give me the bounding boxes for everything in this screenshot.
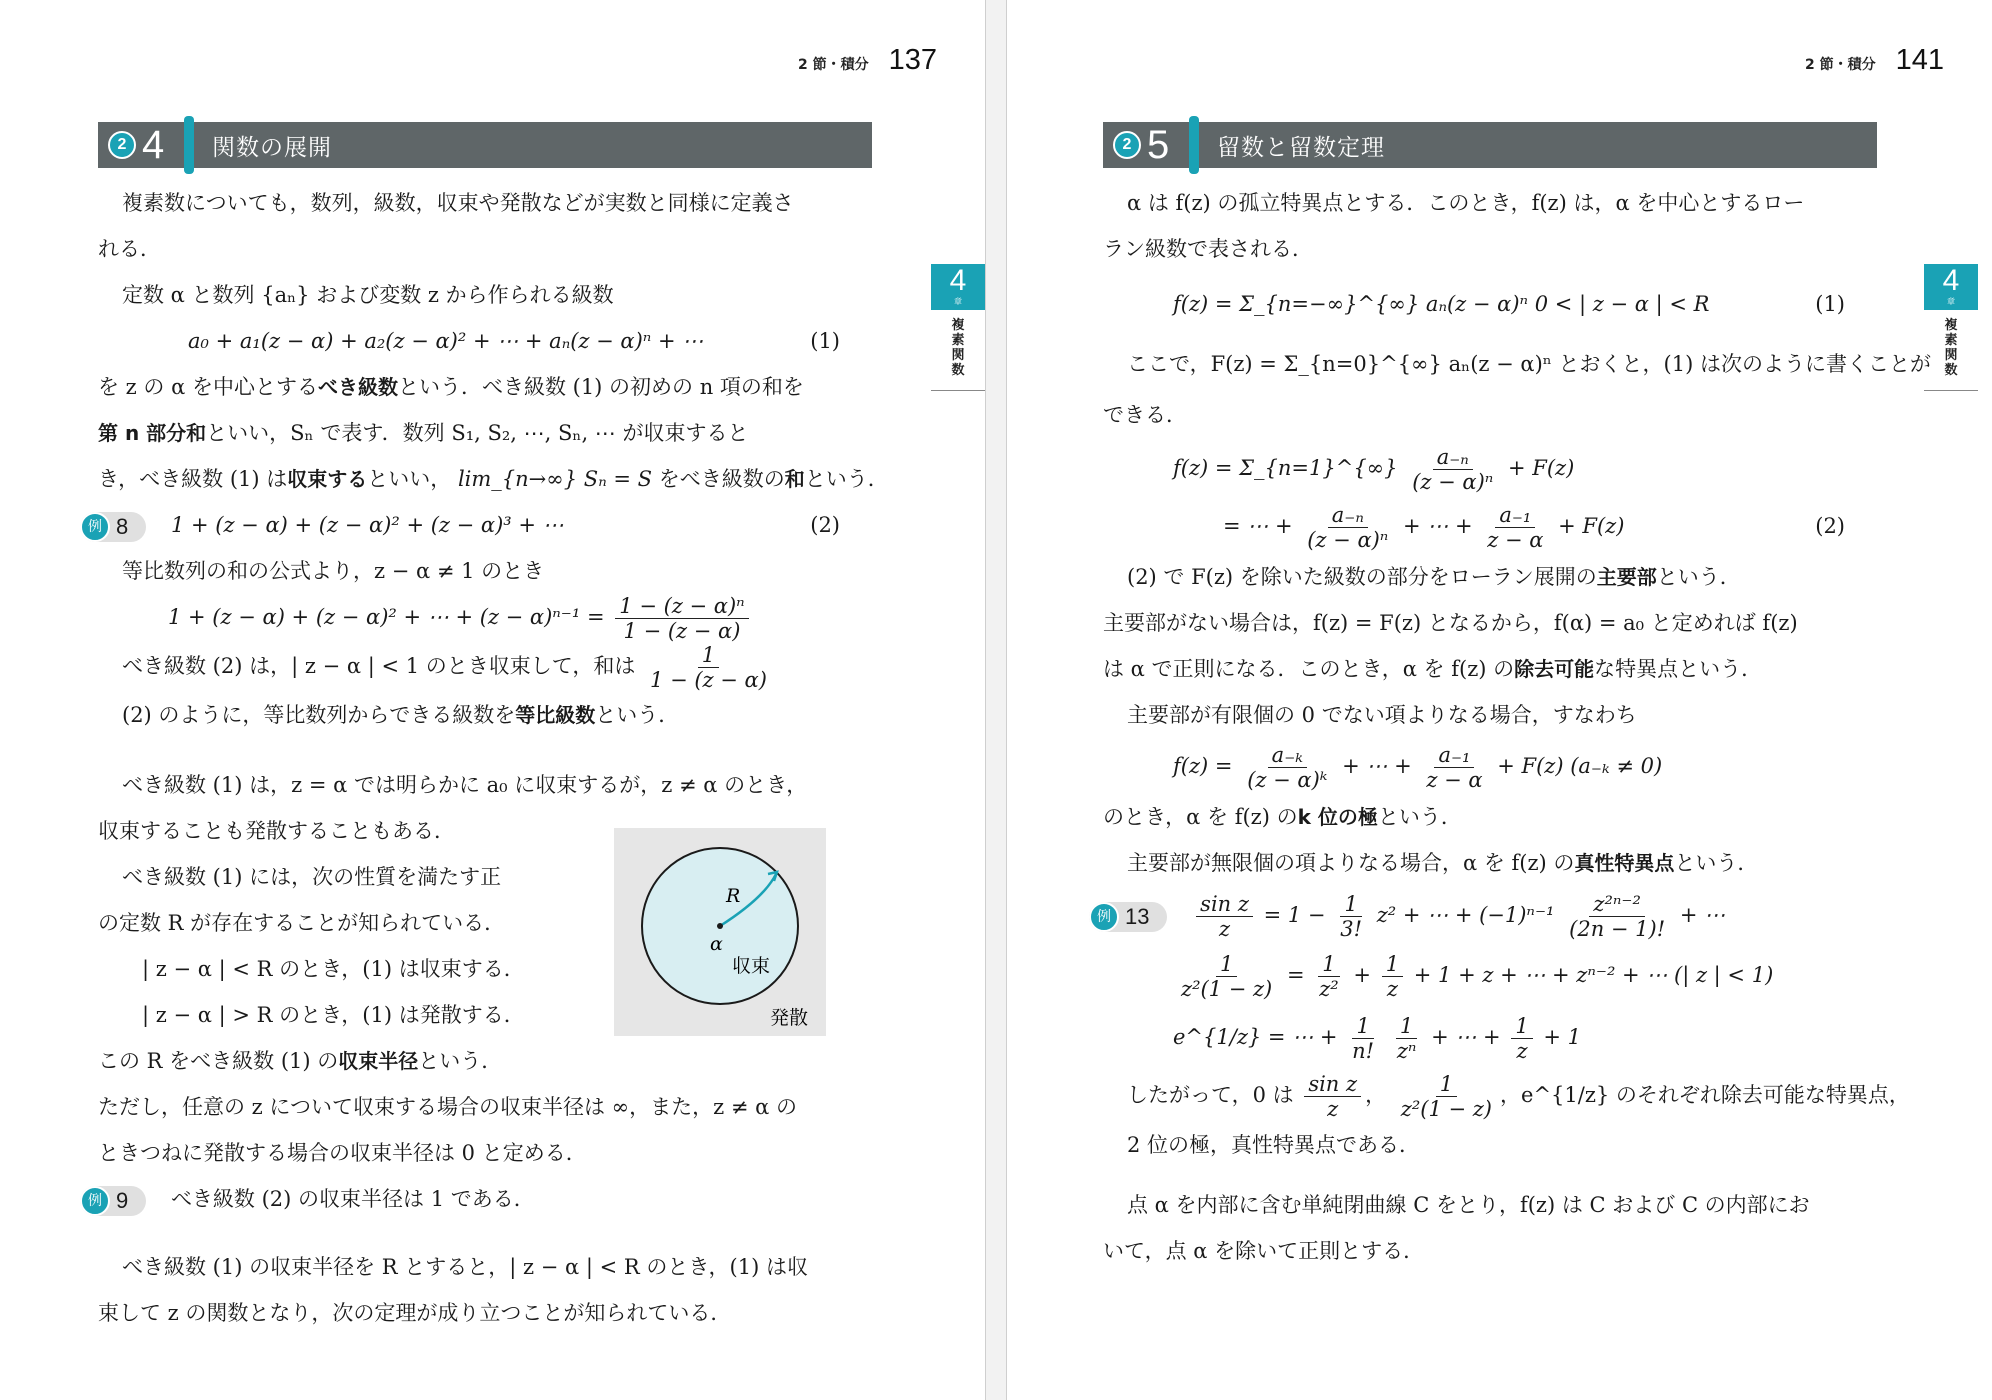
example-label: 例 [80,512,110,542]
text-span: という． [1377,805,1462,829]
bold-term: 第 n 部分和 [98,421,207,445]
text-line: の定数 R が存在することが知られている． [98,911,506,935]
convergence-figure [614,828,826,1036]
fraction-denominator: (z − α)ᵏ [1247,768,1328,792]
text-line: 主要部がない場合は，f(z) = F(z) となるから，f(α) = a₀ と定めれば f(z) [1103,611,1798,635]
text-span: という． [418,1049,503,1073]
text-span: べき級数 (2) は，| z − α | < 1 のとき収束して，和は [122,654,636,678]
text-line: 点 α を内部に含む単純閉曲線 C をとり，f(z) は C および C の内部にお [1127,1193,1810,1217]
equation [1103,1006,1875,1068]
fraction [646,643,771,692]
fraction-denominator: 1 − (z − α) [623,619,741,643]
chapter-small-label: 章 [954,297,962,306]
equation-mid: = 1 − [1263,903,1326,927]
left-page [0,0,986,1400]
text-line [1103,646,1875,692]
text-span: のとき，α を f(z) の [1103,805,1298,829]
text-span: (2) で F(z) を除いた級数の部分をローラン展開の [1127,565,1597,589]
text-line: 2 位の極，真性特異点である． [1127,1133,1421,1157]
fraction-numerator: 1 [1318,952,1339,977]
fraction [1397,1072,1496,1121]
equation-number: (2) [810,513,840,537]
chapter-number: 4 [1942,264,1960,297]
text-line [98,456,889,502]
equation [1103,944,1875,1006]
spacer [1103,1168,1875,1182]
text-line: 等比数列の和の公式より，z − α ≠ 1 のとき [122,559,545,583]
limit-expression: lim_{n→∞} Sₙ = S [457,467,653,491]
example-9 [80,1176,870,1222]
fraction [1303,503,1392,552]
example-number: 8 [116,513,129,539]
fraction-denominator: 3! [1340,917,1363,941]
fraction-numerator: z²ⁿ⁻² [1589,892,1645,917]
text-line [1103,1068,1910,1122]
fraction-numerator: a₋ₖ [1268,743,1307,768]
fraction [1483,503,1547,552]
text-line [98,692,870,738]
bold-term: 等比級数 [515,703,596,727]
text-span: は α で正則になる．このとき，α を f(z) の [1103,657,1515,681]
chapter-tab-divider [1924,390,1978,391]
equation-mid: + ⋯ + [1403,514,1473,538]
fraction [1393,1014,1421,1063]
fraction [1408,445,1497,494]
running-head-section: 2 節・積分 [797,57,869,73]
text-span: という． [1674,851,1759,875]
equation-number: (1) [1815,292,1845,316]
fraction [1243,743,1331,792]
text-line: べき級数 (1) には，次の性質を満たす正 [122,865,502,889]
text-line: | z − α | > R のとき，(1) は発散する． [142,1003,525,1027]
text-line [98,364,870,410]
equation-tail: + 1 [1543,1025,1582,1049]
page-body [1097,180,1931,1274]
example-8 [80,502,870,548]
radius-label: R [726,885,741,907]
fraction [1177,952,1276,1001]
fraction-denominator: z [1386,977,1398,1001]
fraction-denominator: z − α [1426,768,1483,792]
fraction [1511,1014,1532,1063]
text-span: したがって，0 は [1127,1083,1294,1107]
text-span: といい，Sₙ で表す．数列 S₁, S₂, ⋯, Sₙ, ⋯ が収束すると [206,421,749,445]
center-label: α [710,933,723,955]
text-line [98,410,870,456]
convergence-disc-diagram [614,828,826,1036]
fraction-numerator: sin z [1196,892,1253,917]
text-line: ときつねに発散する場合の収束半径は 0 と定める． [98,1141,587,1165]
equation-right: + F(z) (a₋ₖ ≠ 0) [1497,754,1663,778]
bold-term: べき級数 [317,375,398,399]
text-line [98,1038,870,1084]
equation-mid: + [1353,963,1372,987]
spacer [98,1222,870,1244]
fraction-numerator: 1 [698,643,719,668]
equation-left: e^{1/z} = ⋯ + [1173,1025,1338,1049]
equation [1103,438,1875,498]
chapter-tab [1924,264,1978,378]
equation-left: = ⋯ + [1223,514,1293,538]
text-span: という． [1656,565,1741,589]
equation [1103,738,1875,794]
example-text: べき級数 (2) の収束半径は 1 である． [170,1187,535,1211]
text-line: ラン級数で表される． [1103,237,1313,261]
section-number: 4 [142,122,165,167]
example-label: 例 [80,1186,110,1216]
equation-mid: + ⋯ + [1342,754,1412,778]
fraction-numerator: 1 [1511,1014,1532,1039]
text-line: 束して z の関数となり，次の定理が成り立つことが知られている． [98,1301,732,1325]
example-number: 13 [1125,903,1150,929]
fraction-numerator: 1 [1436,1072,1457,1097]
fraction-numerator: 1 [1396,1014,1417,1039]
bold-term: 和 [784,467,805,491]
chapter-tab-text: 複素関数 [951,318,965,378]
equation [98,318,870,364]
equation-mid: z² + ⋯ + (−1)ⁿ⁻¹ [1376,903,1555,927]
equation-tail: + ⋯ [1679,903,1726,927]
equation [1103,498,1875,554]
fraction [1565,892,1669,941]
bold-term: 収束半径 [338,1049,419,1073]
example-badge [80,512,146,542]
example-number: 9 [116,1187,129,1213]
text-span: この R をべき級数 (1) の [98,1049,339,1073]
running-head-section: 2 節・積分 [1804,57,1876,73]
fraction-denominator: (z − α)ⁿ [1307,528,1389,552]
text-line: できる． [1103,403,1187,427]
fraction-numerator: 1 [1382,952,1403,977]
example-13 [1089,886,1875,944]
chapter-tab-box [931,264,985,310]
fraction [1422,743,1486,792]
equation-left: f(z) = Σ_{n=1}^{∞} [1173,456,1398,480]
text-span: という．べき級数 (1) の初めの n 項の和を [397,375,804,399]
section-header [98,122,872,168]
running-head [798,44,937,77]
equation-body: 1 + (z − α) + (z − α)² + (z − α)³ + ⋯ [170,513,564,537]
fraction-denominator: z²(1 − z) [1181,977,1273,1001]
fraction-denominator: z²(1 − z) [1400,1097,1493,1121]
section-header [1103,122,1877,168]
fraction [1196,892,1253,941]
chapter-tab-divider [931,390,985,391]
page-number: 141 [1895,44,1944,76]
bold-term: k 位の極 [1297,805,1378,829]
fraction-denominator: z [1516,1039,1528,1063]
section-accent-bar [1189,116,1199,174]
diverge-label: 発散 [770,1007,809,1029]
text-span: (2) のように，等比数列からできる級数を [122,703,516,727]
equation-right: + F(z) [1508,456,1575,480]
fraction [1348,1014,1378,1063]
bold-term: 収束する [287,467,368,491]
page-body [88,180,889,1336]
text-line: 収束することも発散することもある． [98,819,455,843]
text-line: れる． [98,237,161,261]
text-span: 主要部が無限個の項よりなる場合，α を f(z) の [1127,851,1575,875]
text-span: といい， [367,467,452,491]
fraction-denominator: 1 − (z − α) [650,668,767,692]
fraction-denominator: z − α [1487,528,1544,552]
fraction-denominator: (2n − 1)! [1569,917,1666,941]
bold-term: 除去可能 [1514,657,1595,681]
fraction [1304,1072,1361,1121]
text-line: ここで，F(z) = Σ_{n=0}^{∞} aₙ(z − α)ⁿ とおくと，(1) は次のように書くことが [1127,352,1931,376]
section-circle-badge: 2 [1113,131,1141,159]
fraction [615,594,748,643]
text-line: α は f(z) の孤立特異点とする．このとき，f(z) は，α を中心とするロー [1127,191,1805,215]
section-title: 留数と留数定理 [1217,134,1385,161]
example-badge [80,1186,146,1216]
fraction-denominator: z² [1319,977,1339,1001]
equation-mid: + ⋯ + [1431,1025,1501,1049]
text-span: ， [1365,1083,1387,1107]
equation-number: (2) [1815,514,1845,538]
right-page [1006,0,1992,1400]
chapter-tab [931,264,985,378]
text-span: という． [804,467,889,491]
section-title: 関数の展開 [212,134,332,161]
fraction-numerator: a₋₁ [1495,503,1535,528]
chapter-tab-text: 複素関数 [1944,318,1958,378]
equation [1103,272,1875,336]
fraction-numerator: a₋₁ [1434,743,1474,768]
fraction-denominator: (z − α)ⁿ [1412,470,1494,494]
text-line: ただし，任意の z について収束する場合の収束半径は ∞，また，z ≠ α の [98,1095,798,1119]
section-circle-badge: 2 [108,131,136,159]
converge-label: 収束 [732,955,771,977]
text-line: | z − α | < R のとき，(1) は収束する． [142,957,525,981]
fraction-numerator: a₋ₙ [1328,503,1368,528]
fraction-numerator: 1 [1352,1014,1373,1039]
text-line [1103,554,1875,600]
text-span: という． [595,703,680,727]
fraction [1315,952,1342,1001]
bold-term: 真性特異点 [1574,851,1675,875]
example-badge [1089,902,1167,932]
equation-number: (1) [810,329,840,353]
equation-left: f(z) = [1173,754,1233,778]
equation-body: f(z) = Σ_{n=−∞}^{∞} aₙ(z − α)ⁿ 0 < | z − α | < R [1173,292,1710,316]
equation-body: a₀ + a₁(z − α) + a₂(z − α)² + ⋯ + aₙ(z − α)ⁿ + ⋯ [188,329,704,353]
equation-mid: = [1286,963,1305,987]
fraction-numerator: 1 [1340,892,1361,917]
section-number: 5 [1147,122,1170,167]
equation-right: + F(z) [1558,514,1625,538]
chapter-small-label: 章 [1947,297,1955,306]
text-line [1103,840,1875,886]
equation-left: 1 + (z − α) + (z − α)² + ⋯ + (z − α)ⁿ⁻¹ = [168,605,605,629]
chapter-number: 4 [949,264,967,297]
example-label: 例 [1089,902,1119,932]
fraction-denominator: z [1219,917,1231,941]
equation [98,594,870,643]
bold-term: 主要部 [1596,565,1657,589]
center-point [717,923,723,929]
fraction [1336,892,1366,941]
text-line: べき級数 (1) の収束半径を R とすると，| z − α | < R のとき，(1) は収 [122,1255,808,1279]
text-line: 主要部が有限個の 0 でない項よりなる場合，すなわち [1127,703,1637,727]
text-span: な特異点という． [1594,657,1763,681]
fraction-denominator: n! [1352,1039,1375,1063]
chapter-tab-box [1924,264,1978,310]
running-head [1805,44,1944,77]
fraction [1382,952,1403,1001]
text-line [98,643,870,692]
text-span: をべき級数の [658,467,785,491]
text-span: を z の α を中心とする [98,375,318,399]
page-gutter [986,0,1006,1400]
spacer [98,738,870,762]
page-number: 137 [888,44,937,76]
section-accent-bar [184,116,194,174]
text-line: べき級数 (1) は，z = α では明らかに a₀ に収束するが，z ≠ α のとき， [122,773,808,797]
text-line: 複素数についても，数列，級数，収束や発散などが実数と同様に定義さ [122,191,794,215]
text-line: 定数 α と数列 {aₙ} および変数 z から作られる級数 [122,283,614,307]
text-line [1103,794,1875,840]
fraction-denominator: z [1327,1097,1339,1121]
fraction-numerator: 1 [1216,952,1237,977]
fraction-numerator: sin z [1304,1072,1361,1097]
text-span: ，e^{1/z} のそれぞれ除去可能な特異点， [1500,1083,1910,1107]
fraction-denominator: zⁿ [1396,1039,1417,1063]
fraction-numerator: a₋ₙ [1433,445,1473,470]
equation-tail: + 1 + z + ⋯ + zⁿ⁻² + ⋯ (| z | < 1) [1413,963,1774,987]
text-line: いて，点 α を除いて正則とする． [1103,1239,1425,1263]
text-span: き，べき級数 (1) は [98,467,288,491]
fraction-numerator: 1 − (z − α)ⁿ [615,594,748,619]
